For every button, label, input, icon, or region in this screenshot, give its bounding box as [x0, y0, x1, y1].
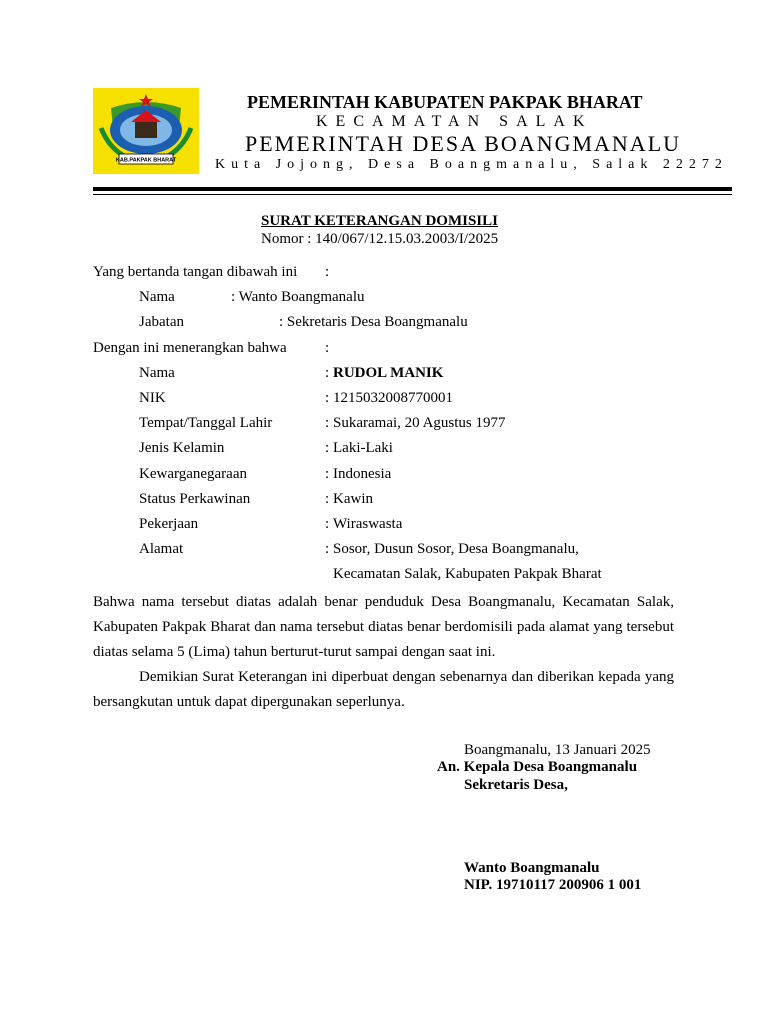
field-label-address: Alamat: [139, 541, 184, 557]
field-value-address: Sosor, Dusun Sosor, Desa Boangmanalu,: [333, 541, 579, 557]
subject-intro-colon: :: [325, 340, 330, 356]
field-label-nik: NIK: [139, 390, 166, 406]
field-label-occupation: Pekerjaan: [139, 516, 199, 532]
field-value-nik: 1215032008770001: [333, 390, 453, 406]
field-label-gender: Jenis Kelamin: [139, 440, 225, 456]
letter-number: Nomor : 140/067/12.15.03.2003/I/2025: [261, 231, 499, 247]
district-heading: KECAMATAN SALAK: [316, 113, 593, 130]
signatory-intro-colon: :: [325, 264, 330, 280]
field-label-birth: Tempat/Tanggal Lahir: [139, 415, 273, 431]
field-colon: :: [325, 466, 330, 482]
field-value-marital: Kawin: [333, 491, 373, 507]
village-heading: PEMERINTAH DESA BOANGMANALU: [245, 131, 682, 156]
field-value-birth: Sukaramai, 20 Agustus 1977: [333, 415, 506, 431]
signature-on-behalf: An. Kepala Desa Boangmanalu: [437, 759, 638, 775]
logo-caption: KAB.PAKPAK BHARAT: [115, 157, 177, 164]
signature-name: Wanto Boangmanalu: [464, 860, 600, 876]
field-colon: :: [325, 440, 330, 456]
header-divider-thin: [93, 194, 732, 195]
signature-place-date: Boangmanalu, 13 Januari 2025: [464, 742, 651, 758]
statement-paragraph: Bahwa nama tersebut diatas adalah benar penduduk Desa Boangmanalu, Kecamatan Salak, Kabupaten Pakpak Bharat dan nama tersebut diatas benar berdomisili pada alamat yang tersebut diatas selama 5 (Lima) tahun berturut-turut sampai dengan saat ini.: [93, 594, 674, 660]
field-colon: :: [325, 516, 330, 532]
field-colon: :: [325, 415, 330, 431]
subject-intro-label: Dengan ini menerangkan bahwa: [93, 340, 287, 356]
field-label-name: Nama: [139, 365, 175, 381]
signatory-position-value: : Sekretaris Desa Boangmanalu: [279, 314, 468, 330]
field-label-citizenship: Kewarganegaraan: [139, 466, 247, 482]
header-divider-thick: [93, 187, 732, 191]
field-value-address-continuation: Kecamatan Salak, Kabupaten Pakpak Bharat: [333, 566, 602, 582]
field-value-citizenship: Indonesia: [333, 466, 392, 482]
closing-paragraph: Demikian Surat Keterangan ini diperbuat dengan sebenarnya dan diberikan kepada yang bersangkutan untuk dapat dipergunakan seperlunya.: [93, 669, 674, 710]
regency-heading: PEMERINTAH KABUPATEN PAKPAK BHARAT: [247, 92, 643, 112]
signatory-name-value: : Wanto Boangmanalu: [231, 289, 365, 305]
field-colon: :: [325, 365, 330, 381]
field-label-marital: Status Perkawinan: [139, 491, 251, 507]
field-value-gender: Laki-Laki: [333, 440, 393, 456]
signatory-intro-label: Yang bertanda tangan dibawah ini: [93, 264, 298, 280]
field-value-name: RUDOL MANIK: [333, 365, 444, 381]
field-value-occupation: Wiraswasta: [333, 516, 403, 532]
village-address: Kuta Jojong, Desa Boangmanalu, Salak 22272: [215, 157, 728, 172]
field-colon: :: [325, 390, 330, 406]
signatory-position-label: Jabatan: [139, 314, 184, 330]
signatory-name-label: Nama: [139, 289, 175, 305]
field-colon: :: [325, 541, 330, 557]
signature-nip: NIP. 19710117 200906 1 001: [464, 877, 642, 893]
letter-title: SURAT KETERANGAN DOMISILI: [261, 213, 498, 229]
field-colon: :: [325, 491, 330, 507]
regency-emblem-icon: [93, 88, 199, 174]
signature-position: Sekretaris Desa,: [464, 777, 568, 793]
